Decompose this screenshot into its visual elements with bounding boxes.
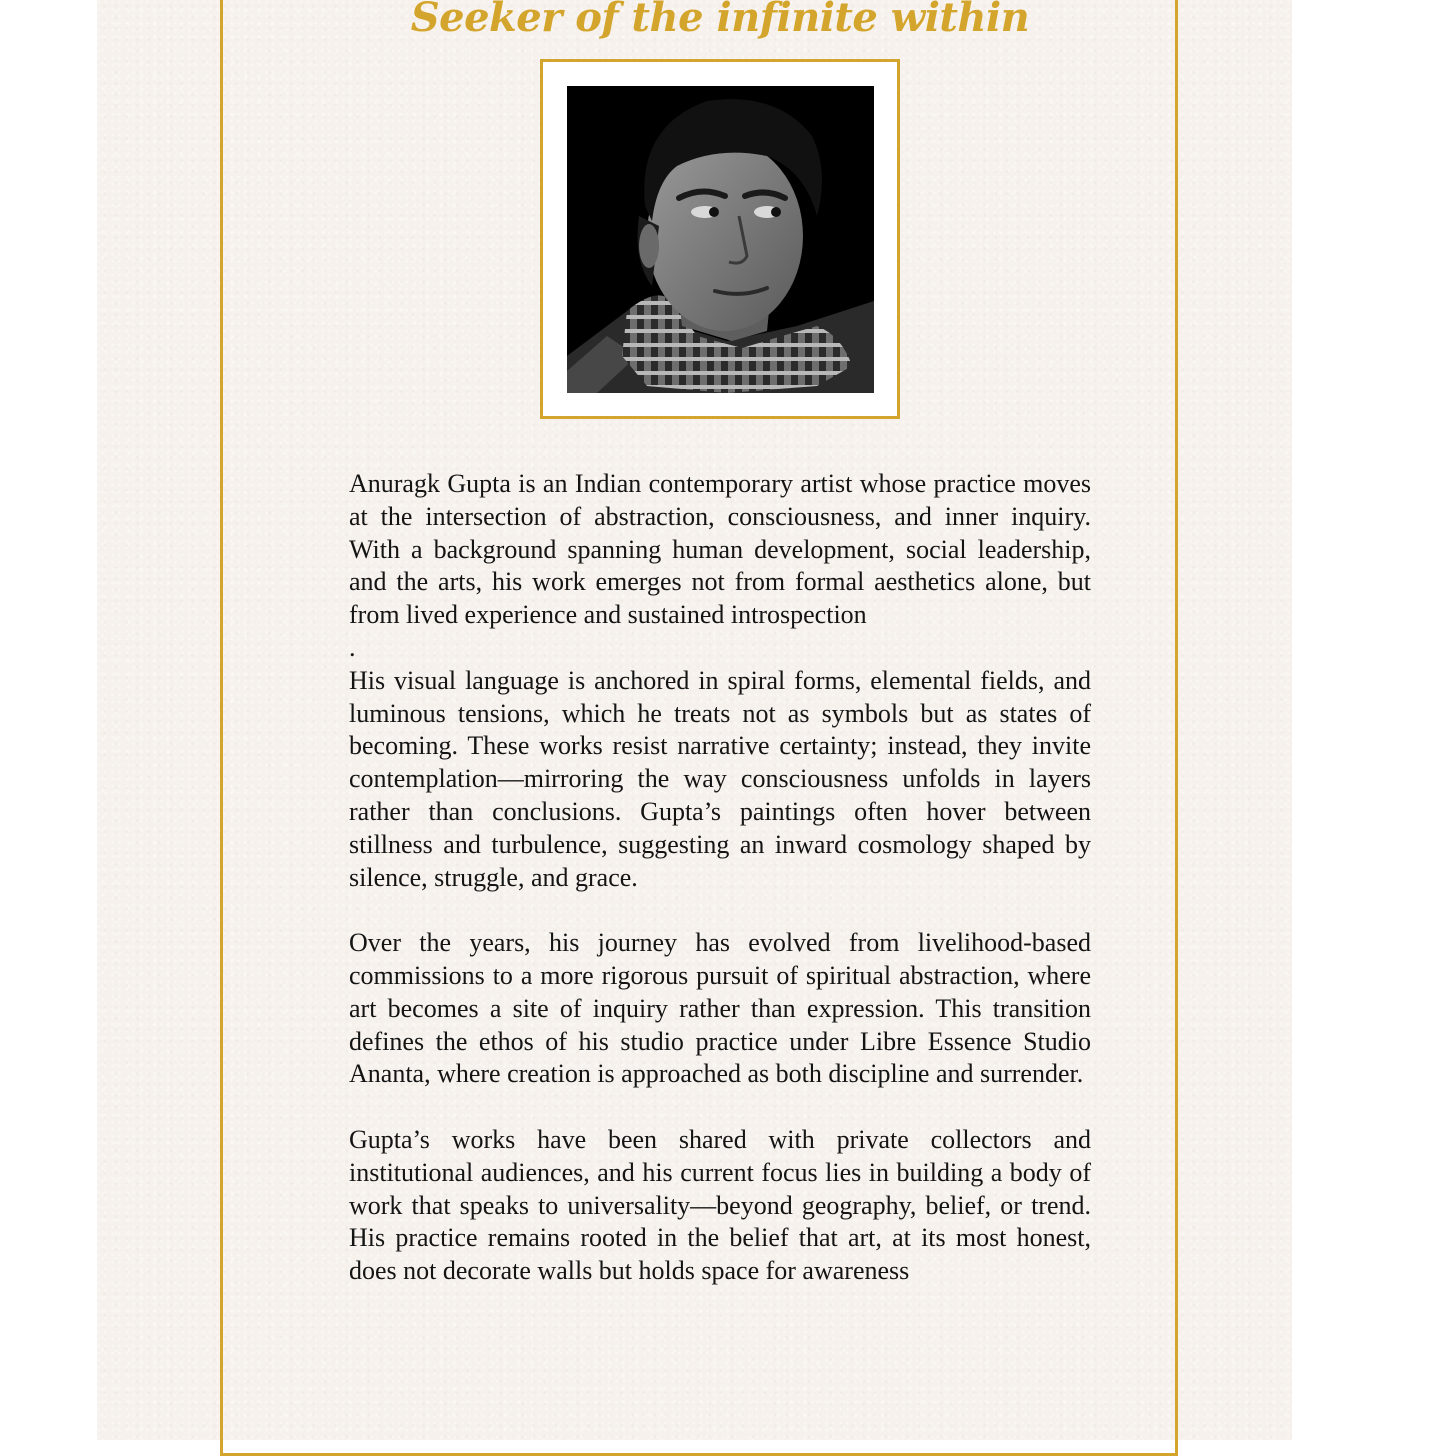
bio-paragraph-visual-language: His visual language is anchored in spiral forms, elemental fields, and luminous tensions, which he treats not as symbols but as states of becoming. These works resist narrative certainty; instead, they invite contemplation—mirroring the way consciousness unfolds in layers rather than conclusions. Gupta’s paintings often hover between stillness and turbulence, suggesting an inward cosmology shaped by silence, struggle, and grace. <box>349 665 1091 892</box>
artist-biography <box>349 468 1091 1288</box>
bio-separator: . <box>349 632 356 662</box>
portrait-frame <box>540 59 900 419</box>
artist-portrait <box>567 86 874 393</box>
portrait-illustration <box>567 86 874 393</box>
bio-paragraph-collectors: Gupta’s works have been shared with private collectors and institutional audiences, and his current focus lies in building a body of work that speaks to universality—beyond geography, belief, or trend. His practice remains rooted in the belief that art, at its most honest, does not decorate walls but holds space for awareness <box>349 1124 1091 1286</box>
bio-paragraph-journey: Over the years, his journey has evolved from livelihood-based commissions to a more rigorous pursuit of spiritual abstraction, where art becomes a site of inquiry rather than expression. This transition defines the ethos of his studio practice under Libre Essence Studio Ananta, where creation is approached as both discipline and surrender. <box>349 928 1091 1089</box>
bio-paragraph-intro: Anuragk Gupta is an Indian contemporary artist whose practice moves at the intersection of abstraction, consciousness, and inner inquiry. With a background spanning human development, social leadership, and the arts, his work emerges not from formal aesthetics alone, but from lived experience and sustained introspection <box>349 469 1091 630</box>
page-tagline: Seeker of the infinite within <box>410 0 1030 41</box>
